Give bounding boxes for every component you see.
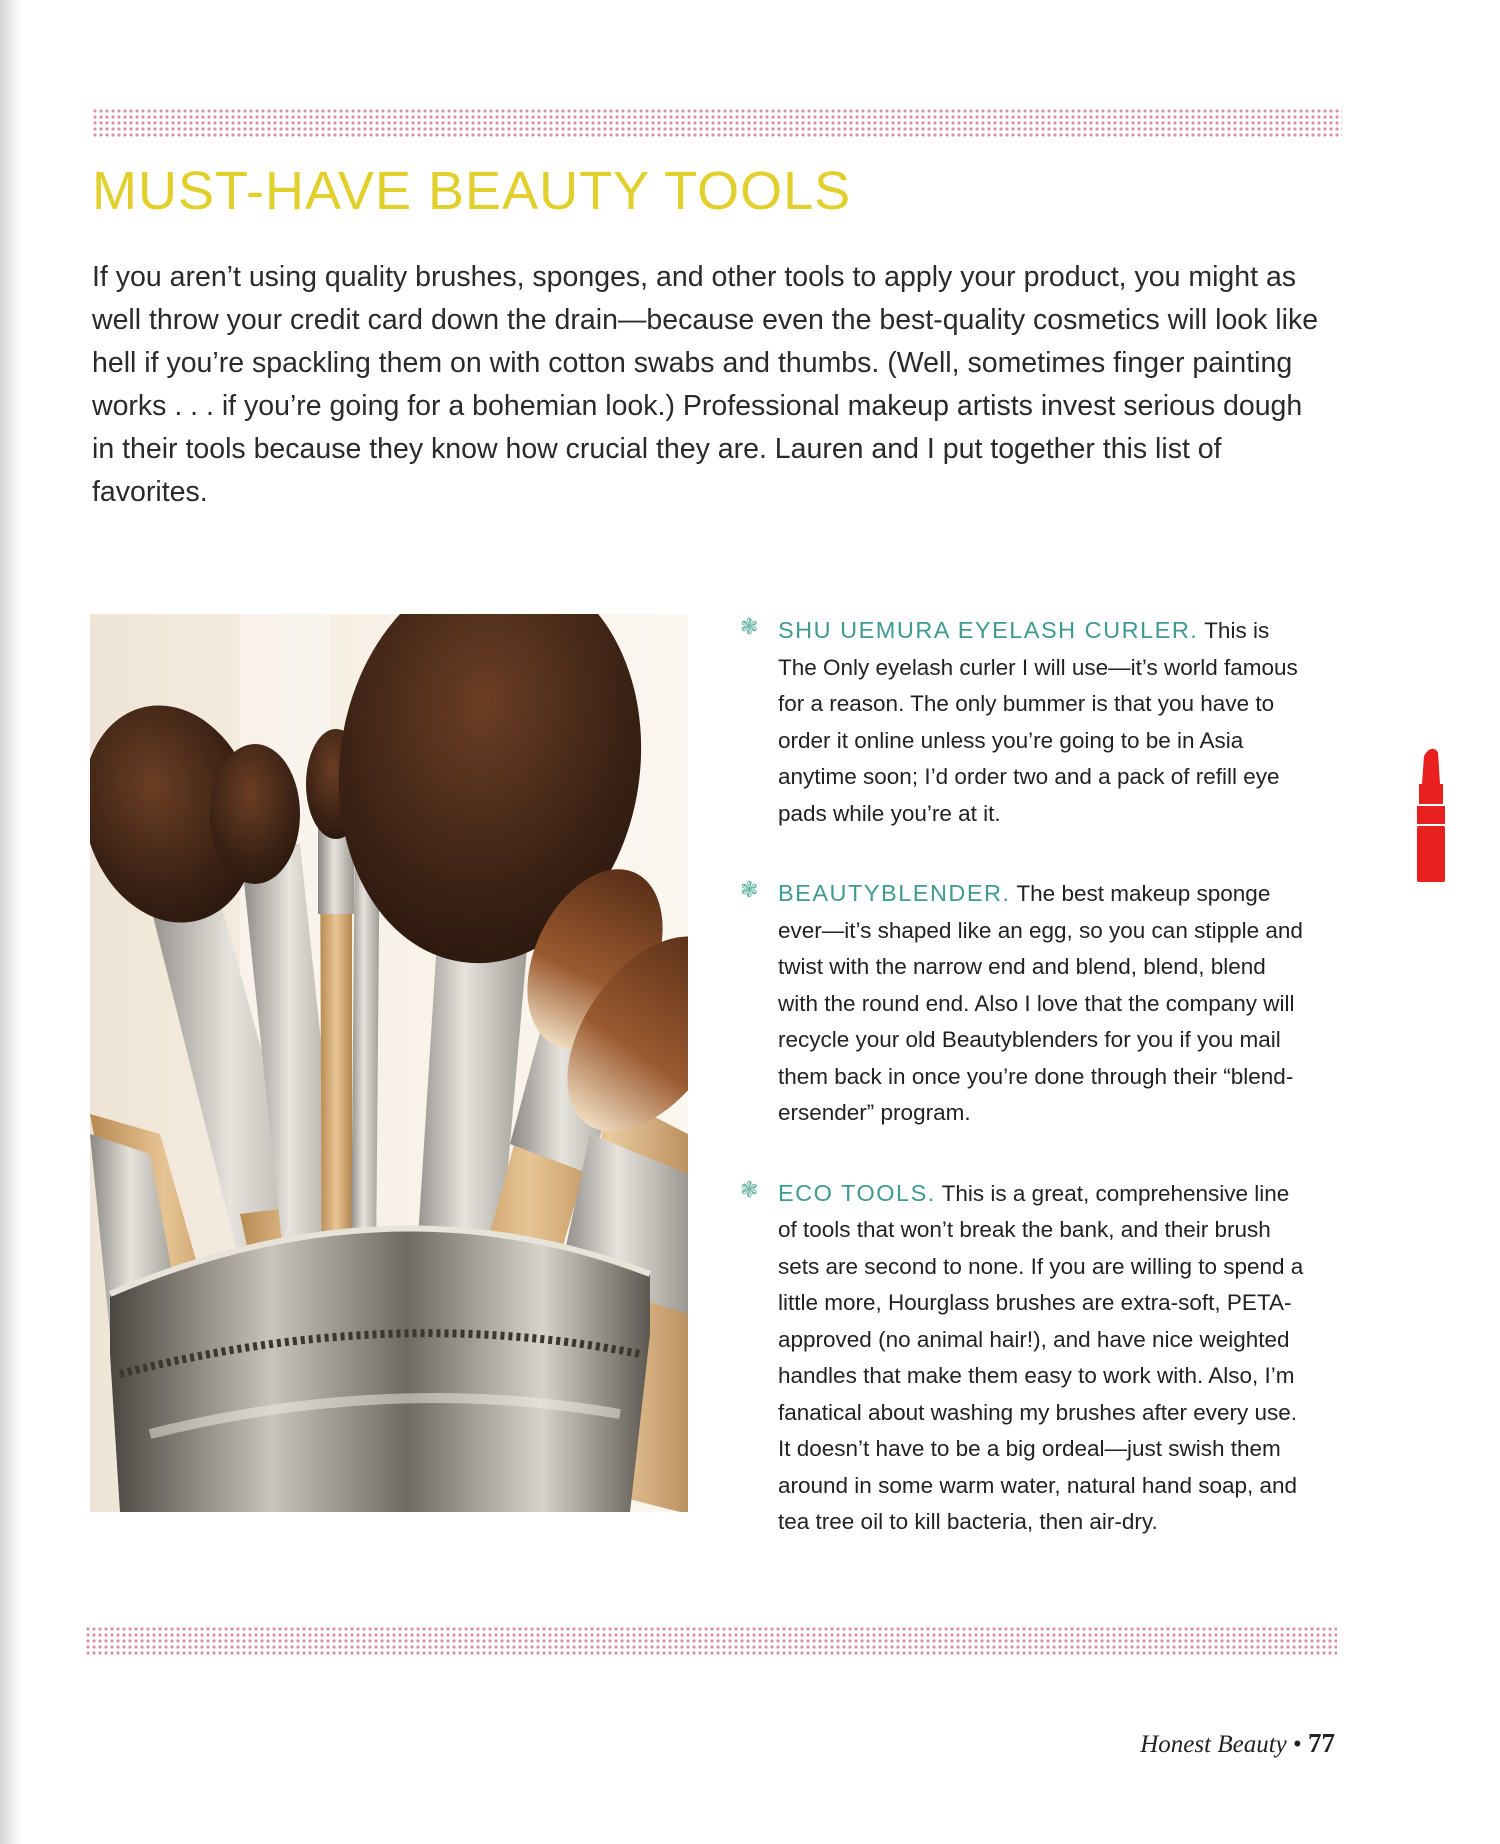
page-gutter-shadow — [0, 0, 22, 1844]
list-item — [740, 875, 1310, 1132]
tool-description: The best makeup sponge ever—it’s shaped like an egg, so you can stipple and twist with the narrow end and blend, blend, blend with the round end. Also I love that the company will recycle your old Beautyblenders for you if you mail them back in once you’re done through their “blend-ersender” program. — [778, 881, 1303, 1125]
tool-name: SHU UEMURA EYELASH CURLER. — [778, 617, 1199, 643]
footer-separator: • — [1292, 1731, 1302, 1758]
intro-paragraph: If you aren’t using quality brushes, sponges, and other tools to apply your product, you might as well throw your credit card down the drain—because even the best-quality cosmetics will look like hell if you’re spackling them on with cotton swabs and thumbs. (Well, sometimes finger painting works . . . if you’re going for a bohemian look.) Professional makeup artists invest serious dough in their tools because they know how crucial they are. Lauren and I put together this list of favorites. — [92, 261, 1319, 508]
bottom-dot-border — [85, 1626, 1337, 1656]
makeup-brushes-photo — [90, 614, 688, 1512]
page-footer — [1140, 1728, 1335, 1759]
beauty-tools-list — [740, 612, 1310, 1584]
top-dot-border — [92, 108, 1342, 138]
tool-name: ECO TOOLS. — [778, 1179, 936, 1206]
page-number: 77 — [1308, 1728, 1335, 1758]
sparkle-icon: ❃ — [740, 1177, 759, 1203]
page-title: MUST-HAVE BEAUTY TOOLS — [92, 161, 852, 221]
tool-name: BEAUTYBLENDER. — [778, 880, 1011, 906]
book-title: Honest Beauty — [1140, 1731, 1287, 1758]
lipstick-icon — [1416, 746, 1446, 889]
sparkle-icon: ❃ — [740, 878, 759, 903]
list-item — [740, 1175, 1310, 1541]
list-item — [740, 612, 1310, 832]
tool-description: This is The Only eyelash curler I will use—it’s world famous for a reason. The only bummer is that you have to order it online unless you’re going to be in Asia anytime soon; I’d order two and a pack of refill eye pads while you’re at it. — [778, 618, 1298, 826]
tool-description: This is a great, comprehensive line of tools that won’t break the bank, and their brush sets are second to none. If you are willing to spend a little more, Hourglass brushes are extra-soft, PETA-approved (no animal hair!), and have nice weighted handles that make them easy to work with. Also, I’m fanatical about washing my brushes after every use. It doesn’t have to be a big ordeal—just swish them around in some warm water, natural hand soap, and tea tree oil to kill bacteria, then air-dry. — [778, 1180, 1304, 1534]
sparkle-icon: ❃ — [740, 615, 759, 640]
